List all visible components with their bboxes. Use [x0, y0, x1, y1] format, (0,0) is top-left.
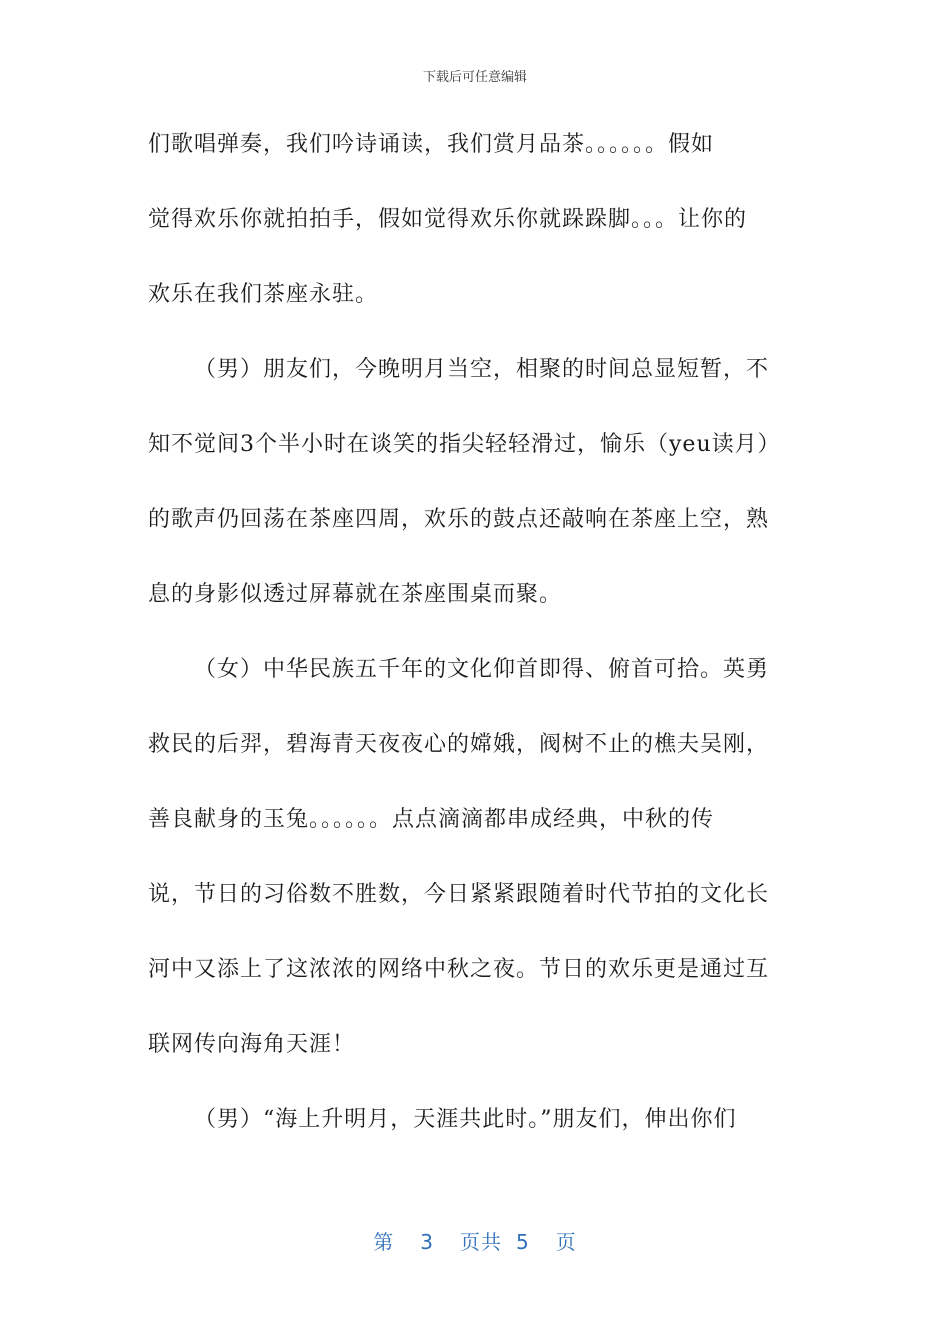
document-body: [148, 121, 794, 1171]
footer-prefix: 第: [373, 1230, 395, 1254]
text-line: 的歌声仍回荡在茶座四周，欢乐的鼓点还敲响在茶座上空，熟: [148, 507, 770, 532]
text-line: 说，节日的习俗数不胜数，今日紧紧跟随着时代节拍的文化长: [148, 882, 770, 907]
text-line: 觉得欢乐你就拍拍手，假如觉得欢乐你就跺跺脚。。。让你的: [148, 207, 748, 232]
text-line: 善良献身的玉兔。。。。。。点点滴滴都串成经典，中秋的传: [148, 807, 715, 832]
paragraph-start-line: （男）“海上升明月，天涯共此时。”朋友们，伸出你们: [194, 1107, 737, 1132]
text-line: 息的身影似透过屏幕就在茶座围桌而聚。: [148, 582, 563, 607]
text-line: 们歌唱弹奏，我们吟诗诵读，我们赏月品茶。。。。。。假如: [148, 132, 715, 157]
paragraph-start-line: （男）朋友们，今晚明月当空，相聚的时间总显短暂，不: [194, 357, 770, 382]
paragraph-start-line: （女）中华民族五千年的文化仰首即得、俯首可拾。英勇: [194, 657, 770, 682]
page-header: 下载后可任意编辑: [422, 70, 527, 85]
total-page-number: 5: [516, 1230, 530, 1254]
current-page-number: 3: [420, 1230, 434, 1254]
text-line: 河中又添上了这浓浓的网络中秋之夜。节日的欢乐更是通过互: [148, 957, 770, 982]
text-line: 知不觉间3个半小时在谈笑的指尖轻轻滑过，愉乐（yeu读月）: [148, 432, 781, 457]
text-line: 欢乐在我们茶座永驻。: [148, 282, 379, 307]
footer-suffix: 页: [555, 1230, 577, 1254]
footer-middle: 页共: [460, 1230, 502, 1254]
text-line: 救民的后羿，碧海青天夜夜心的嫦娥，阀树不止的樵夫吴刚，: [148, 732, 770, 757]
page-footer: [0, 1226, 950, 1255]
text-line: 联网传向海角天涯！: [148, 1032, 356, 1057]
